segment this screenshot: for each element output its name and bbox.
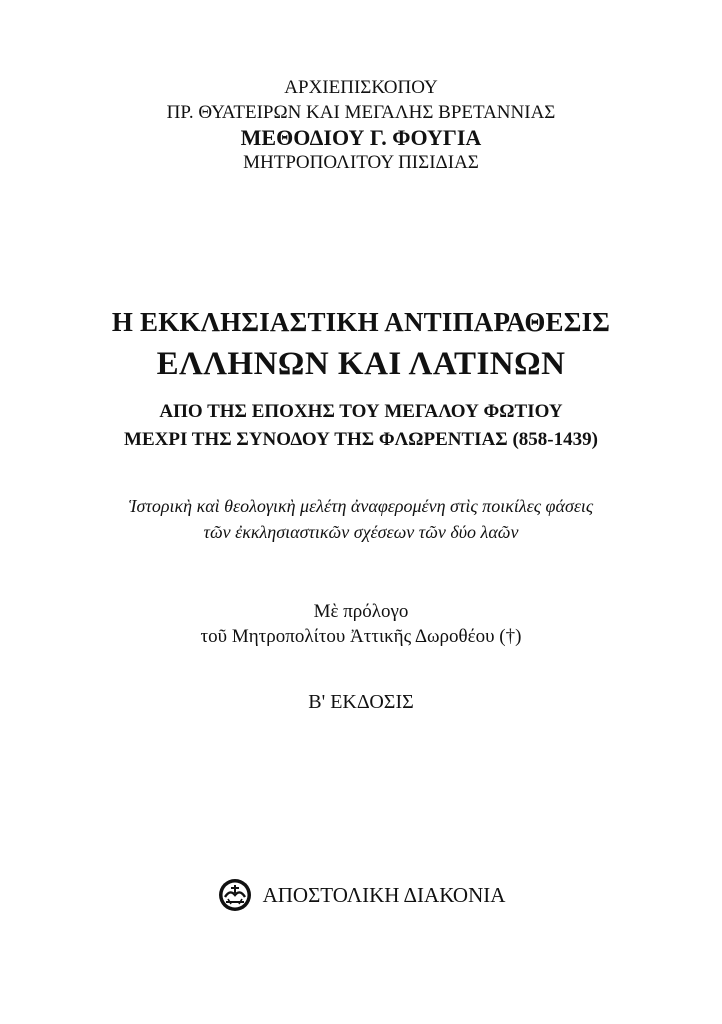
book-title-line-1: Η ΕΚΚΛΗΣΙΑΣΤΙΚΗ ΑΝΤΙΠΑΡΑΘΕΣΙΣ xyxy=(111,307,611,337)
author-name: ΜΕΘΟΔΙΟΥ Γ. ΦΟΥΓΙΑ xyxy=(240,125,482,150)
edition-label: Β' ΕΚΔΟΣΙΣ xyxy=(308,691,414,713)
publisher-name: ΑΠΟΣΤΟΛΙΚΗ ΔΙΑΚΟΝΙΑ xyxy=(262,882,506,907)
subtitle-line-1: ΑΠΟ ΤΗΣ ΕΠΟΧΗΣ ΤΟΥ ΜΕΓΑΛΟΥ ΦΩΤΙΟΥ xyxy=(159,401,563,422)
publisher-emblem-icon xyxy=(217,877,253,913)
author-see-line: ΠΡ. ΘΥΑΤΕΙΡΩΝ ΚΑΙ ΜΕΓΑΛΗΣ ΒΡΕΤΑΝΝΙΑΣ xyxy=(166,102,556,123)
publisher-block xyxy=(0,877,722,913)
description-line-2: τῶν ἐκκλησιαστικῶν σχέσεων τῶν δύο λαῶν xyxy=(203,522,519,542)
author-title-line: ΑΡΧΙΕΠΙΣΚΟΠΟΥ xyxy=(284,77,438,98)
preface-line-1: Μὲ πρόλογο xyxy=(313,601,409,622)
preface-line-2: τοῦ Μητροπολίτου Ἀττικῆς Δωροθέου (†) xyxy=(200,626,522,647)
description-line-1: Ἱστορικὴ καὶ θεολογικὴ μελέτη ἀναφερομένη στὶς ποικίλες φάσεις xyxy=(128,496,594,516)
author-metropolis-line: ΜΗΤΡΟΠΟΛΙΤΟΥ ΠΙΣΙΔΙΑΣ xyxy=(243,152,479,173)
book-title-line-2: ΕΛΛΗΝΩΝ ΚΑΙ ΛΑΤΙΝΩΝ xyxy=(156,346,566,382)
subtitle-line-2: ΜΕΧΡΙ ΤΗΣ ΣΥΝΟΔΟΥ ΤΗΣ ΦΛΩΡΕΝΤΙΑΣ (858-1439) xyxy=(124,429,598,450)
